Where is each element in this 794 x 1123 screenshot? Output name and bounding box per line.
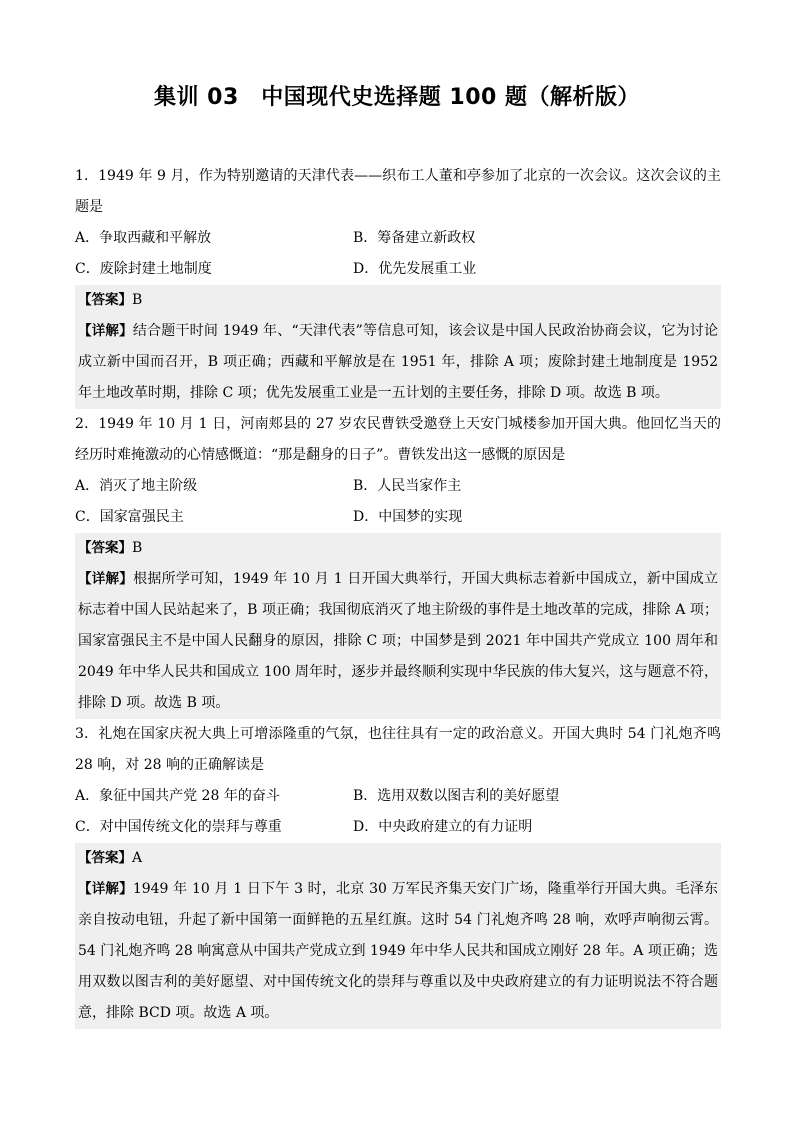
page-title: 集训 03 中国现代史选择题 100 题（解析版） [153,85,641,110]
answer-tag: 【答案】 [78,292,132,308]
option-d: D．优先发展重工业 [353,261,477,277]
option-c: C．废除封建土地制度 [75,261,212,277]
detail-text: 根据所学可知，1949 年 10 月 1 日开国大典举行，开国大典标志着新中国成立，新中国成立标志着中国人民站起来了，B 项正确；我国彻底消灭了地主阶级的事件是土地改革的完成，排除 A 项；国家富强民主不是中国人民翻身的原因，排除 C 项；中国梦是到 2021 年中国共产党成立 100 周年和 2049 年中华人民共和国成立 100 周年时，逐步并最终顺利实现中华民族的伟大复兴，这与题意不符，排除 D 项。故选 B 项。 [78,571,718,711]
option-grid [75,471,721,533]
answer-block [75,285,721,409]
option-b: B．人民当家作主 [353,478,462,494]
detail-tag: 【详解】 [78,881,133,897]
answer-line [78,533,718,564]
answer-value: B [132,292,143,308]
question-stem: 2．1949 年 10 月 1 日，河南郏县的 27 岁农民曹铁受邀登上天安门城楼参加开国大典。他回忆当天的经历时难掩激动的心情感慨道：“那是翻身的日子”。曹铁发出这一感慨的原因是 [75,416,721,463]
answer-value: B [132,540,143,556]
option-grid [75,781,721,843]
question-list [75,161,721,1029]
option-c: C．对中国传统文化的崇拜与尊重 [75,819,282,835]
answer-block [75,533,721,719]
option-b: B．筹备建立新政权 [353,230,476,246]
question-stem: 1．1949 年 9 月，作为特别邀请的天津代表——织布工人董和亭参加了北京的一次会议。这次会议的主题是 [75,168,721,215]
question-item [75,409,721,719]
option-a: A．消灭了地主阶级 [75,478,198,494]
option-d: D．中央政府建立的有力证明 [353,819,533,835]
answer-block [75,843,721,1029]
option-d: D．中国梦的实现 [353,509,463,525]
option-grid [75,223,721,285]
answer-line [78,843,718,874]
detail-text: 结合题干时间 1949 年、“天津代表”等信息可知，该会议是中国人民政治协商会议，它为讨论成立新中国而召开，B 项正确；西藏和平解放是在 1951 年，排除 A 项；废除封建土地制度是 1952 年土地改革时期，排除 C 项；优先发展重工业是一五计划的主要任务，排除 D 项。故选 B 项。 [78,323,719,401]
option-a: A．争取西藏和平解放 [75,230,212,246]
question-item [75,719,721,1029]
answer-tag: 【答案】 [78,540,132,556]
question-stem: 3．礼炮在国家庆祝大典上可增添隆重的气氛，也往往具有一定的政治意义。开国大典时 54 门礼炮齐鸣 28 响，对 28 响的正确解读是 [75,726,721,773]
question-item [75,161,721,409]
option-a: A．象征中国共产党 28 年的奋斗 [75,788,280,804]
detail-paragraph [78,564,718,719]
answer-tag: 【答案】 [78,850,132,866]
detail-paragraph [78,316,718,409]
answer-value: A [132,850,143,866]
detail-paragraph [78,874,718,1029]
answer-line [78,285,718,316]
detail-tag: 【详解】 [78,571,134,587]
detail-tag: 【详解】 [78,323,133,339]
detail-text: 1949 年 10 月 1 日下午 3 时，北京 30 万军民齐集天安门广场，隆重举行开国大典。毛泽东亲自按动电钮，升起了新中国第一面鲜艳的五星红旗。这时 54 门礼炮齐鸣 28 响，欢呼声响彻云霄。54 门礼炮齐鸣 28 响寓意从中国共产党成立到 1949 年中华人民共和国成立刚好 28 年。A 项正确；选用双数以图吉利的美好愿望、对中国传统文化的崇拜与尊重以及中央政府建立的有力证明说法不符合题意，排除 BCD 项。故选 A 项。 [78,881,719,1021]
option-c: C．国家富强民主 [75,509,184,525]
option-b: B．选用双数以图吉利的美好愿望 [353,788,560,804]
